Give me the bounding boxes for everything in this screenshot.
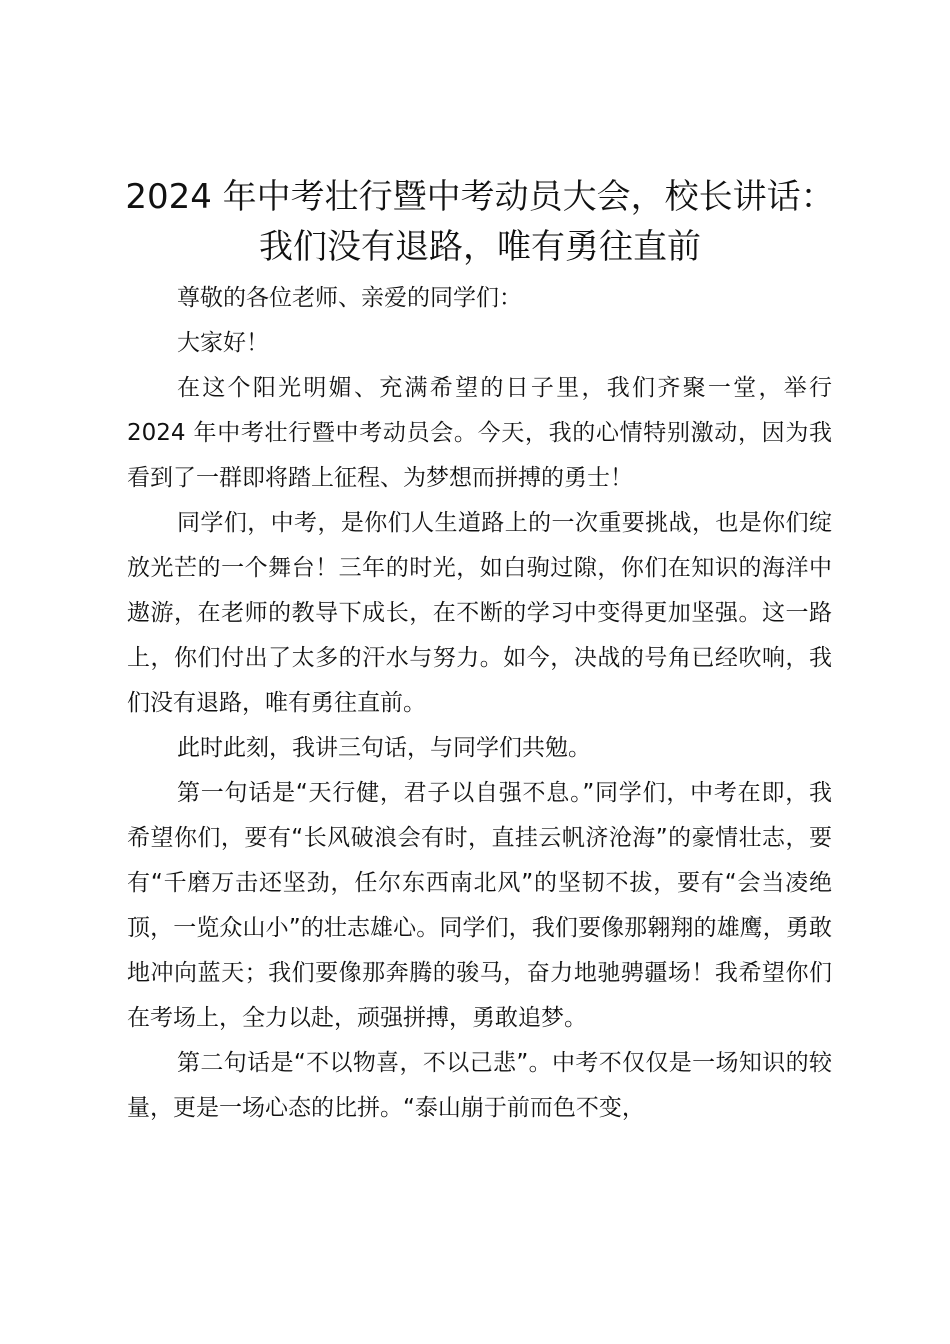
paragraph-first-saying: 第一句话是“天行健，君子以自强不息。”同学们，中考在即，我希望你们，要有“长风破浪会有时，直挂云帆济沧海”的豪情壮志，要有“千磨万击还坚劲，任尔东西南北风”的坚韧不拔，要有“会当凌绝顶，一览众山小”的壮志雄心。同学们，我们要像那翱翔的雄鹰，勇敢地冲向蓝天；我们要像那奔腾的骏马，奋力地驰骋疆场！我希望你们在考场上，全力以赴，顽强拼搏，勇敢追梦。 [127,780,832,1031]
salutation: 尊敬的各位老师、亲爱的同学们： [177,285,522,311]
paragraph-challenge: 同学们，中考，是你们人生道路上的一次重要挑战，也是你们绽放光芒的一个舞台！三年的时光，如白驹过隙，你们在知识的海洋中遨游，在老师的教导下成长，在不断的学习中变得更加坚强。这一路上，你们付出了太多的汗水与努力。如今，决战的号角已经吹响，我们没有退路，唯有勇往直前。 [127,510,832,716]
paragraph-second-saying: 第二句话是“不以物喜，不以己悲”。中考不仅仅是一场知识的较量，更是一场心态的比拼。“泰山崩于前而色不变， [127,1050,832,1121]
document-body [127,276,832,1131]
document-title-line-2: 我们没有退路，唯有勇往直前 [259,227,701,267]
document-title-line-1: 2024 年中考壮行暨中考动员大会，校长讲话： [125,177,835,217]
paragraph-three-sayings-intro: 此时此刻，我讲三句话，与同学们共勉。 [177,735,591,761]
greeting: 大家好！ [177,330,269,356]
paragraph-opening: 在这个阳光明媚、充满希望的日子里，我们齐聚一堂，举行 2024 年中考壮行暨中考动员会。今天，我的心情特别激动，因为我看到了一群即将踏上征程、为梦想而拼搏的勇士！ [127,375,832,491]
